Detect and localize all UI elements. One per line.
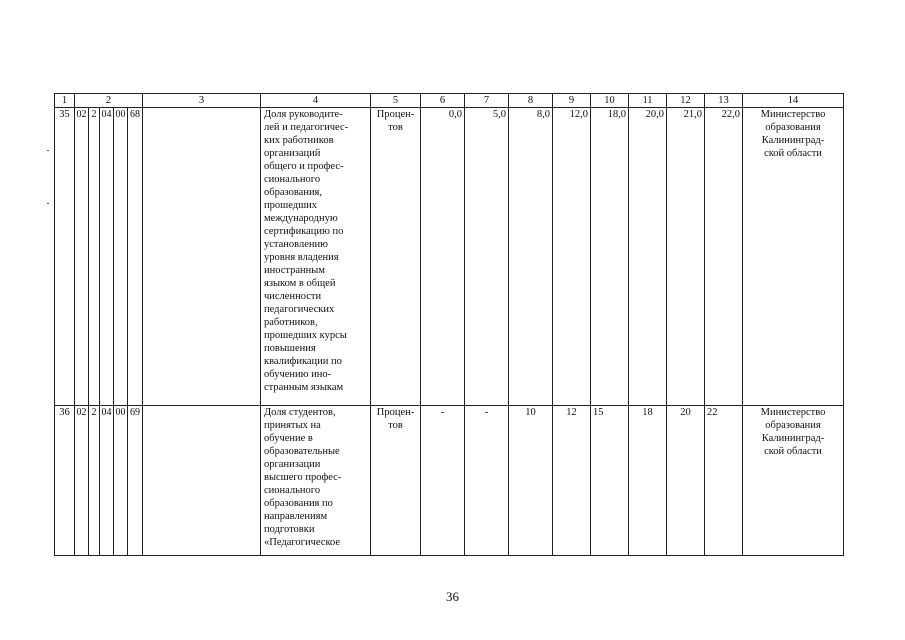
indicators-table xyxy=(54,93,844,556)
header-cell: 7 xyxy=(465,94,509,108)
code-cell: 02 xyxy=(75,406,89,556)
table-row xyxy=(55,108,844,406)
scan-speck-1 xyxy=(47,150,49,151)
value-cell: - xyxy=(465,406,509,556)
header-cell: 5 xyxy=(371,94,421,108)
column-3-cell xyxy=(143,108,261,406)
value-cell: 5,0 xyxy=(465,108,509,406)
header-cell: 1 xyxy=(55,94,75,108)
code-cell: 69 xyxy=(128,406,143,556)
row-number: 35 xyxy=(55,108,75,406)
unit-cell: Процен- тов xyxy=(371,406,421,556)
code-cell: 68 xyxy=(128,108,143,406)
value-cell: 20,0 xyxy=(629,108,667,406)
value-cell: 8,0 xyxy=(509,108,553,406)
code-cell: 00 xyxy=(114,108,128,406)
value-cell: 15 xyxy=(591,406,629,556)
value-cell: 21,0 xyxy=(667,108,705,406)
value-cell: 12,0 xyxy=(553,108,591,406)
value-cell: 0,0 xyxy=(421,108,465,406)
header-cell: 2 xyxy=(75,94,143,108)
responsible-org: Министерство образования Калининград- ской области xyxy=(743,406,844,556)
scan-speck-2 xyxy=(47,203,49,204)
value-cell: 20 xyxy=(667,406,705,556)
table-row xyxy=(55,406,844,556)
header-cell: 10 xyxy=(591,94,629,108)
header-cell: 11 xyxy=(629,94,667,108)
code-cell: 04 xyxy=(100,108,114,406)
header-cell: 9 xyxy=(553,94,591,108)
header-cell: 8 xyxy=(509,94,553,108)
responsible-org: Министерство образования Калининград- ской области xyxy=(743,108,844,406)
header-cell: 6 xyxy=(421,94,465,108)
code-cell: 2 xyxy=(89,108,100,406)
column-3-cell xyxy=(143,406,261,556)
header-cell: 3 xyxy=(143,94,261,108)
code-cell: 04 xyxy=(100,406,114,556)
header-cell: 14 xyxy=(743,94,844,108)
code-cell: 02 xyxy=(75,108,89,406)
value-cell: 18,0 xyxy=(591,108,629,406)
code-cell: 2 xyxy=(89,406,100,556)
value-cell: 22,0 xyxy=(705,108,743,406)
value-cell: 10 xyxy=(509,406,553,556)
unit-cell: Процен- тов xyxy=(371,108,421,406)
row-number: 36 xyxy=(55,406,75,556)
code-cell: 00 xyxy=(114,406,128,556)
header-cell: 13 xyxy=(705,94,743,108)
page-number: 36 xyxy=(446,589,459,604)
indicator-name: Доля руководите- лей и педагогичес- ких работников организаций общего и профес- сионального образования, прошедших международную сертификацию по установлению уровня владения иностранным языком в общей численности педагогических работников, прошедших курсы повышения квалификации по обучению ино- странным языкам xyxy=(261,108,371,406)
value-cell: 22 xyxy=(705,406,743,556)
value-cell: 18 xyxy=(629,406,667,556)
value-cell: - xyxy=(421,406,465,556)
header-cell: 12 xyxy=(667,94,705,108)
header-cell: 4 xyxy=(261,94,371,108)
header-row xyxy=(55,94,844,108)
indicator-name: Доля студентов, принятых на обучение в образовательные организации высшего профес- сионального образования по направлениям подготовки «Педагогическое xyxy=(261,406,371,556)
value-cell: 12 xyxy=(553,406,591,556)
